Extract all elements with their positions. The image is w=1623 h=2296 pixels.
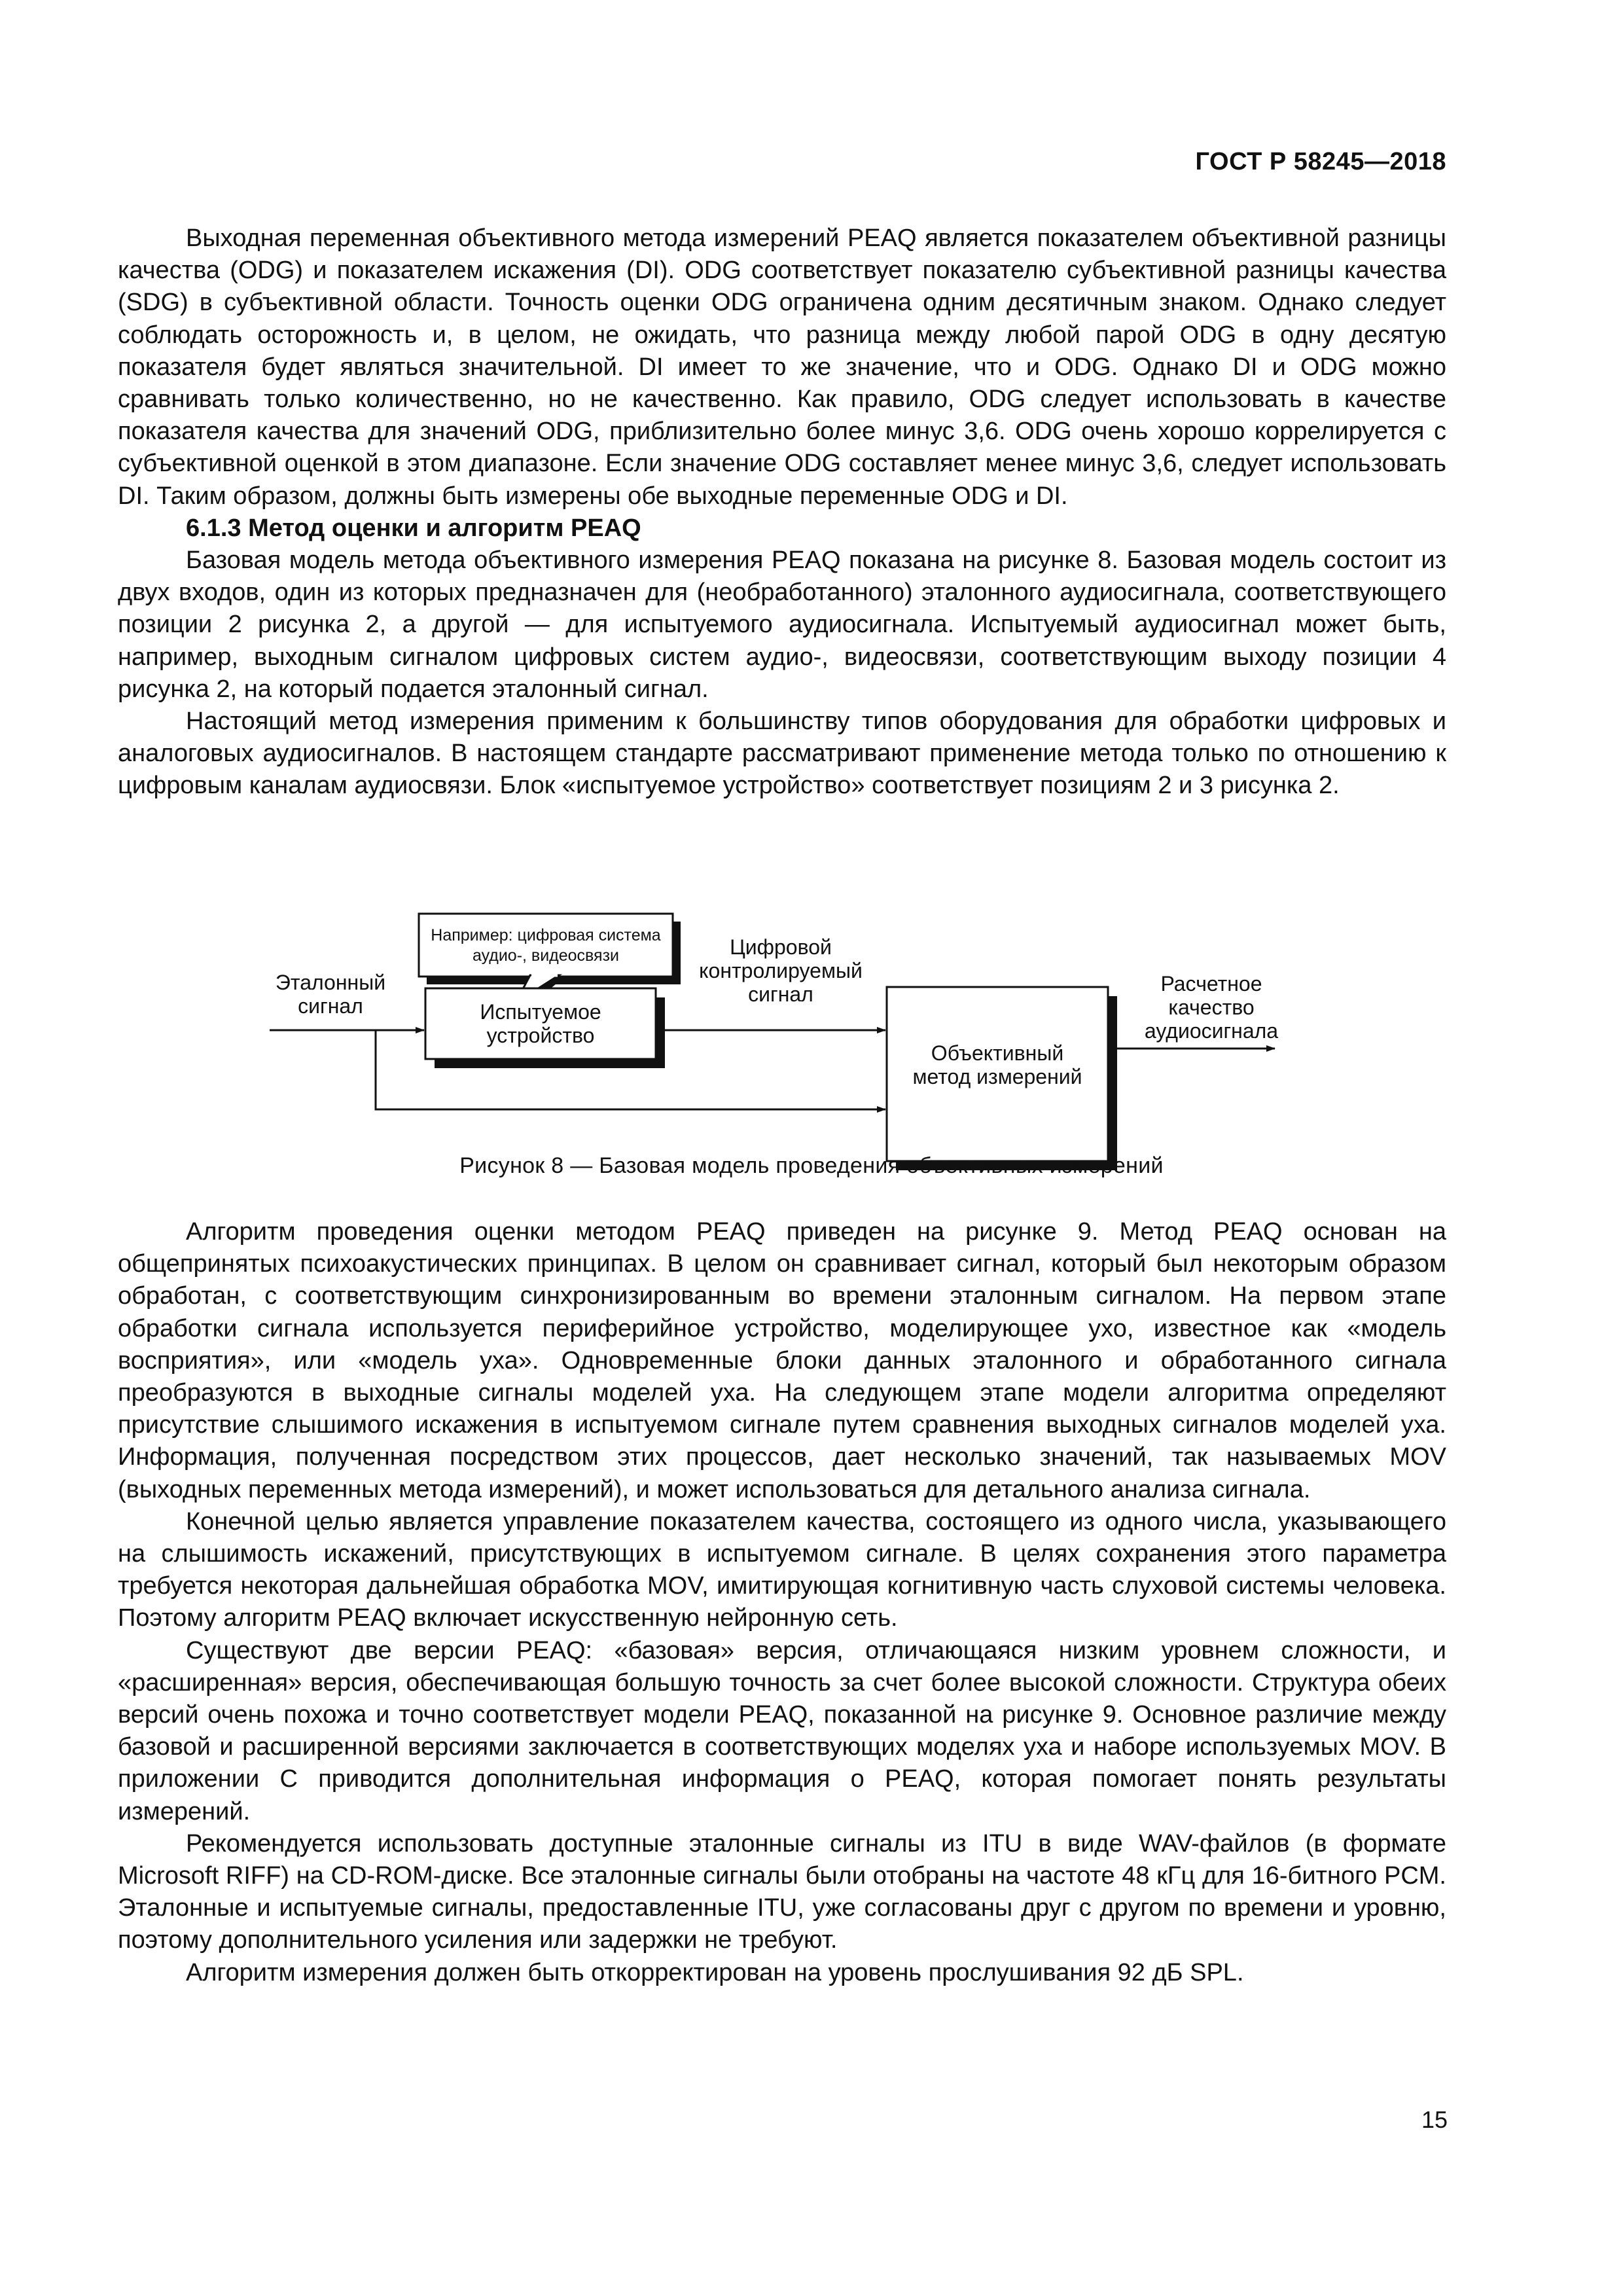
paragraph-applicability: Настоящий метод измерения применим к большинству типов оборудования для обработки цифровых и аналоговых аудиосигналов. В настоящем стандарте рассматривают применение метода только по отношению к цифровым каналам аудиосвязи. Блок «испытуемое устройство» соответствует позициям 2 и 3 рисунка 2.: [118, 708, 1446, 800]
paragraph-listening-level: Алгоритм измерения должен быть откорректирован на уровень прослушивания 92 дБ SPL.: [186, 1958, 1244, 1986]
input-label-line1: Эталонный: [275, 971, 386, 994]
channel-label-line2: контролируемый: [699, 959, 863, 982]
channel-label-line1: Цифровой: [730, 935, 832, 959]
callout-text-line2: аудио-, видеосвязи: [472, 946, 620, 965]
section-heading: 6.1.3 Метод оценки и алгоритм PEAQ: [186, 514, 641, 542]
paragraph-odg-output: Выходная переменная объективного метода измерений PEAQ является показателем объективной разницы качества (ODG) и показателем искажения (DI). ODG соответствует показателю субъективной разницы качества (SDG) в субъективной области. Точность оценки ODG ограничена одним десятичным знаком. Однако следует соблюдать осторожность и, в целом, не ожидать, что разница между любой парой ODG в одну десятую показателя будет являться значительной. DI имеет то же значение, что и ODG. Однако DI и ODG можно сравнивать только количественно, но не качественно. Как правило, ODG следует использовать в качестве показателя качества для значений ODG, приблизительно более минус 3,6. ODG очень хорошо коррелируется с субъективной оценкой в этом диапазоне. Если значение ODG составляет менее минус 3,6, следует использовать DI. Таким образом, должны быть измерены обе выходные переменные ODG и DI.: [118, 224, 1446, 510]
figure-caption: Рисунок 8 — Базовая модель проведения объективных измерений: [459, 1153, 1164, 1178]
figure-basic-model-diagram: [0, 884, 1623, 1198]
dut-label-line2: устройство: [486, 1024, 595, 1047]
page-number: 15: [1421, 2106, 1448, 2133]
paragraph-algorithm: Алгоритм проведения оценки методом PEAQ приведен на рисунке 9. Метод PEAQ основан на общепринятых психоакустических принципах. В целом он сравнивает сигнал, который был некоторым образом обработан, с соответствующим синхронизированным во времени эталонным сигналом. На первом этапе обработки сигнала используется периферийное устройство, моделирующее ухо, известное как «модель восприятия», или «модель уха». Одновременные блоки данных эталонного и обработанного сигнала преобразуются в выходные сигналы моделей уха. На следующем этапе модели алгоритма определяют присутствие слышимого искажения в испытуемом сигнале путем сравнения выходных сигналов моделей уха. Информация, полученная посредством этих процессов, дает несколько значений, так называемых MOV (выходных переменных метода измерений), и может использоваться для детального анализа сигнала.: [118, 1218, 1446, 1503]
document-header: ГОСТ Р 58245—2018: [1195, 148, 1446, 175]
paragraph-versions: Существуют две версии PEAQ: «базовая» версия, отличающаяся низким уровнем сложности, и «расширенная» версия, обеспечивающая большую точность за счет более высокой сложности. Структура обеих версий очень похожа и точно соответствует модели PEAQ, показанной на рисунке 9. Основное различие между базовой и расширенной версиями заключается в соответствующих моделях уха и наборе используемых MOV. В приложении С приводится дополнительная информация о PEAQ, которая помогает понять результаты измерений.: [118, 1636, 1446, 1825]
output-label-line2: качество: [1168, 996, 1255, 1019]
output-label-line1: Расчетное: [1160, 972, 1262, 996]
objective-method-block: [887, 987, 1117, 1170]
output-label-line3: аудиосигнала: [1144, 1019, 1279, 1043]
paragraph-final-goal: Конечной целью является управление показателем качества, состоящего из одного числа, указывающего на слышимость искажений, присутствующих в испытуемом сигнале. В целях сохранения этого параметра требуется некоторая дальнейшая обработка MOV, имитирующая когнитивную часть слуховой системы человека. Поэтому алгоритм PEAQ включает искусственную нейронную сеть.: [118, 1507, 1446, 1632]
channel-label-line3: сигнал: [748, 982, 813, 1006]
dut-label-line1: Испытуемое: [480, 1000, 601, 1024]
text-block-top: [118, 223, 1446, 802]
paragraph-basic-model: Базовая модель метода объективного измерения PEAQ показана на рисунке 8. Базовая модель состоит из двух входов, один из которых предназначен для (необработанного) эталонного аудиосигнала, соответствующего позиции 2 рисунка 2, а другой — для испытуемого аудиосигнала. Испытуемый аудиосигнал может быть, например, выходным сигналом цифровых систем аудио-, видеосвязи, соответствующим выходу позиции 4 рисунка 2, на который подается эталонный сигнал.: [118, 547, 1446, 703]
text-block-bottom: [118, 1216, 1446, 1989]
method-label-line2: метод измерений: [912, 1065, 1082, 1088]
device-under-test-block: [425, 988, 665, 1068]
input-label-line2: сигнал: [298, 994, 363, 1018]
paragraph-reference-signals: Рекомендуется использовать доступные эталонные сигналы из ITU в виде WAV-файлов (в формате Microsoft RIFF) на CD-ROM-диске. Все эталонные сигналы были отобраны на частоте 48 кГц для 16-битного PCM. Эталонные и испытуемые сигналы, предоставленные ITU, уже согласованы друг с другом по времени и уровню, поэтому дополнительного усиления или задержки не требуют.: [118, 1829, 1446, 1954]
method-label-line1: Объективный: [931, 1041, 1064, 1065]
callout-text-line1: Например: цифровая система: [431, 926, 661, 944]
